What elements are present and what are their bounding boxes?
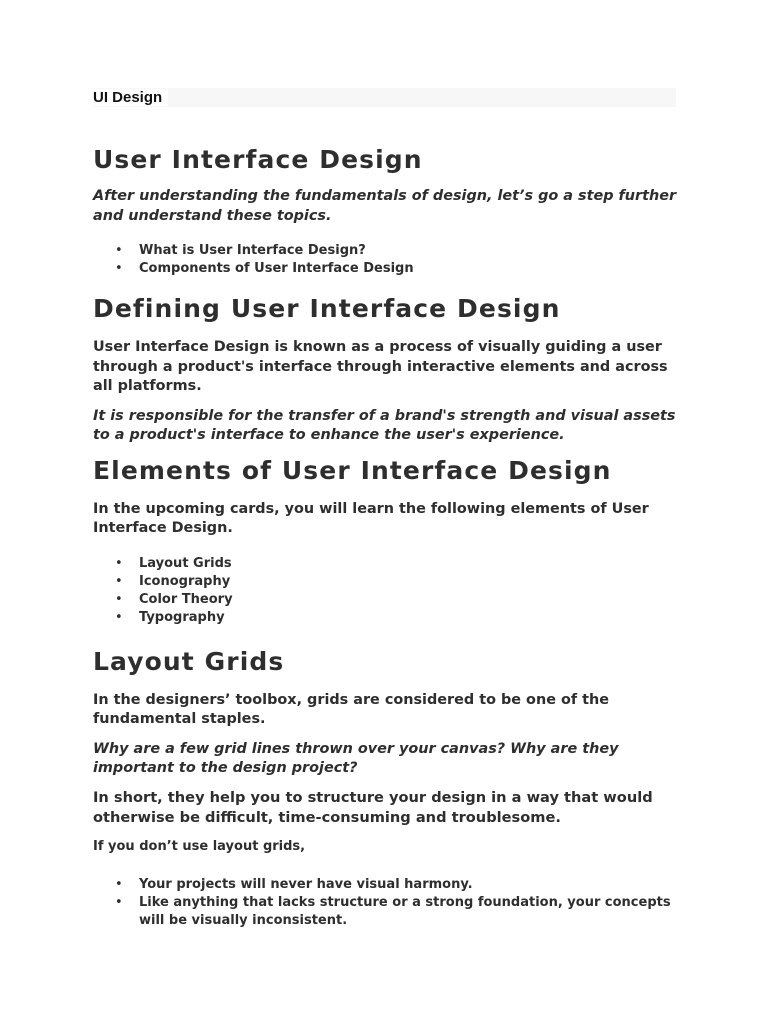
elements-bullet-list [93, 555, 683, 627]
section-title-layout-grids: Layout Grids [93, 646, 285, 676]
list-item [93, 876, 683, 894]
bullet-icon: • [115, 876, 123, 892]
list-item-text: Components of User Interface Design [139, 261, 414, 276]
list-item-text: Your projects will never have visual harmony. [139, 876, 473, 892]
list-item [93, 573, 683, 591]
list-item [93, 591, 683, 609]
list-item-text: Layout Grids [139, 555, 232, 571]
bullet-icon: • [115, 894, 123, 910]
intro-lead: After understanding the fundamentals of design, let’s go a step further and understand these topics. [93, 188, 677, 224]
layout-grids-body-1: In the designers’ toolbox, grids are considered to be one of the fundamental staples. [93, 691, 610, 727]
topic-label: UI Design [93, 89, 168, 106]
bullet-icon: • [115, 555, 123, 571]
defining-body: User Interface Design is known as a process of visually guiding a user through a product's interface through interactive elements and across all platforms. [93, 339, 668, 394]
page-title: User Interface Design [93, 145, 423, 174]
list-item [93, 555, 683, 573]
layout-grids-bullet-list [93, 876, 683, 930]
list-item-text: What is User Interface Design? [139, 243, 366, 258]
list-item [93, 242, 683, 260]
list-item-text: Like anything that lacks structure or a strong foundation, your concepts will be visually inconsistent. [139, 894, 671, 928]
list-item [93, 260, 683, 278]
document-page [93, 88, 683, 930]
section-title-elements: Elements of User Interface Design [93, 455, 612, 485]
layout-grids-italic: Why are a few grid lines thrown over your canvas? Why are they important to the design project? [93, 740, 619, 776]
list-item-text: Typography [139, 609, 225, 625]
intro-bullet-list [93, 242, 683, 278]
bullet-icon: • [115, 573, 123, 589]
elements-body: In the upcoming cards, you will learn the following elements of User Interface Design. [93, 500, 649, 536]
layout-grids-lead-in: If you don’t use layout grids, [93, 838, 306, 854]
topic-bar [93, 88, 676, 107]
bullet-icon: • [115, 261, 123, 276]
layout-grids-body-2: In short, they help you to structure your design in a way that would otherwise be difficult, time-consuming and troublesome. [93, 788, 653, 826]
bullet-icon: • [115, 243, 123, 258]
list-item [93, 609, 683, 627]
bullet-icon: • [115, 609, 123, 625]
list-item [93, 894, 683, 930]
section-title-defining: Defining User Interface Design [93, 294, 561, 323]
list-item-text: Iconography [139, 573, 231, 589]
defining-italic: It is responsible for the transfer of a brand's strength and visual assets to a product's interface to enhance the user's experience. [93, 407, 676, 443]
bullet-icon: • [115, 591, 123, 607]
list-item-text: Color Theory [139, 591, 233, 607]
